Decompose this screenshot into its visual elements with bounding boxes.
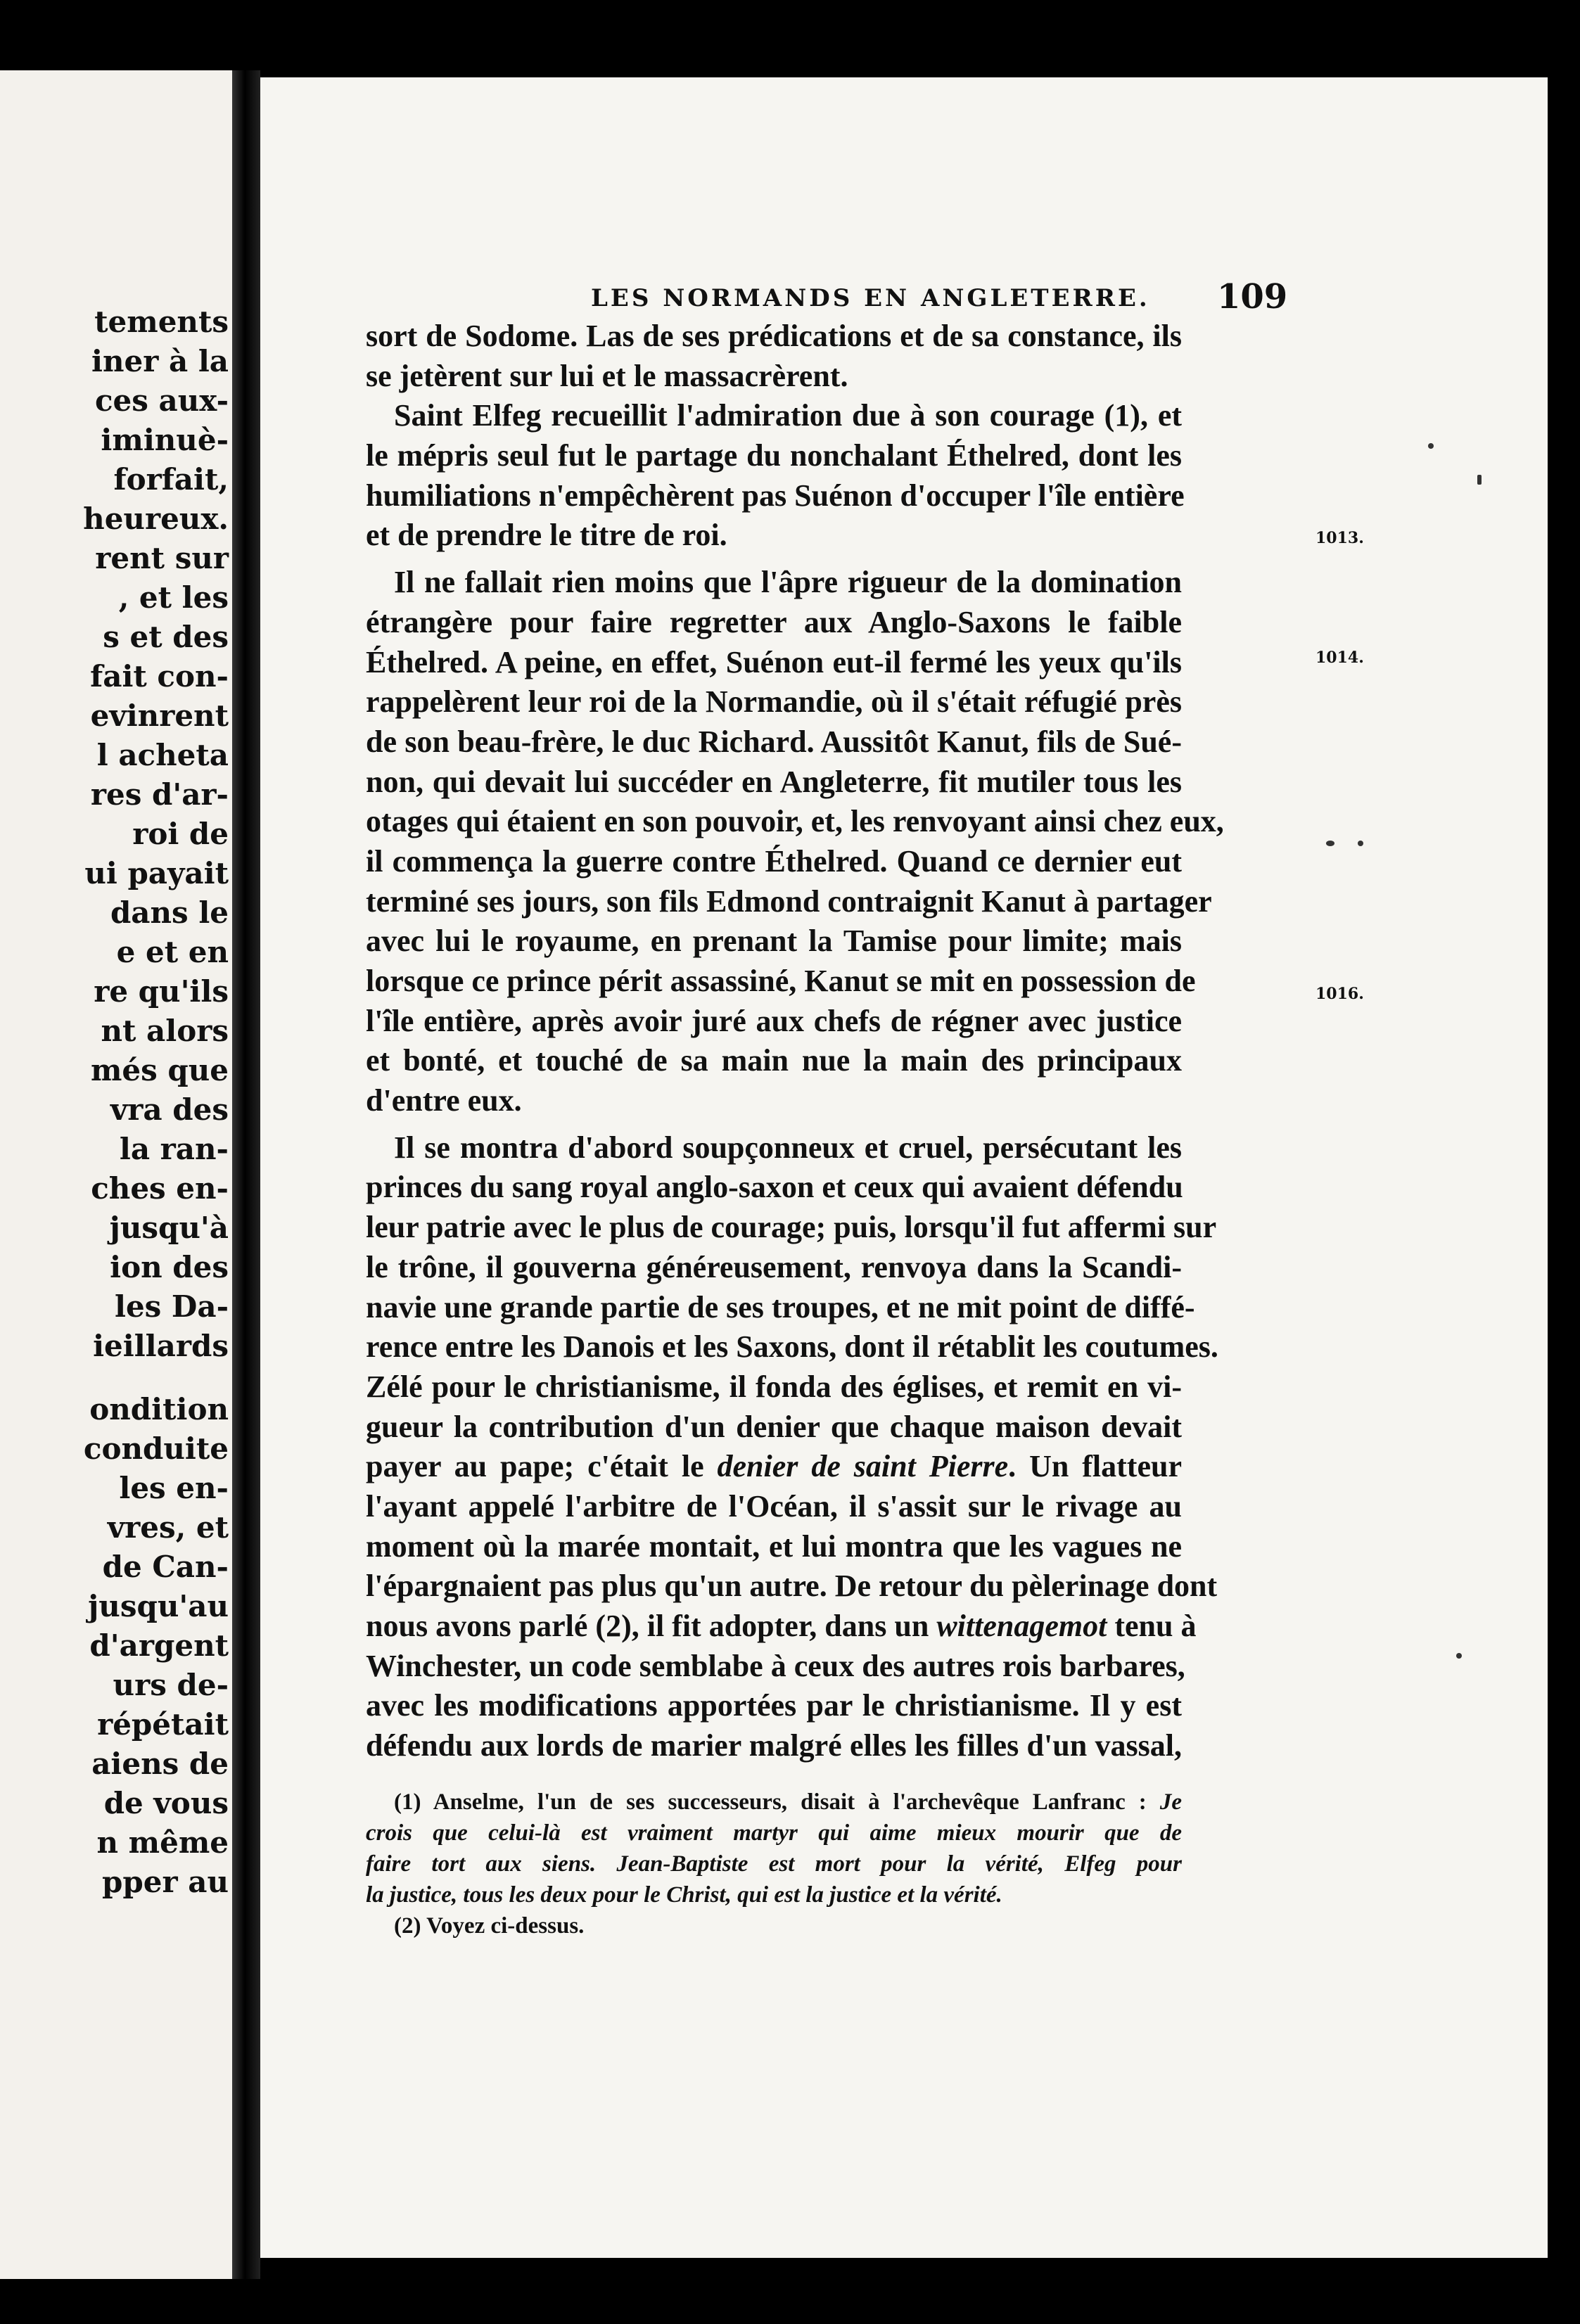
text-line: avec les modifications apportées par le christianisme. Il y est	[366, 1688, 1182, 1723]
footnotes	[366, 1787, 1182, 1941]
previous-page-line: de vous	[103, 1786, 229, 1820]
footnote-line	[366, 1787, 1182, 1818]
previous-page-line: conduite	[83, 1431, 229, 1466]
previous-page-line: vra des	[110, 1092, 229, 1127]
previous-page-line: jusqu'au	[88, 1589, 229, 1623]
previous-page-line: roi de	[132, 817, 229, 851]
text-line: moment où la marée montait, et lui montra que les vagues ne	[366, 1528, 1182, 1564]
previous-page-line: ui payait	[84, 856, 229, 890]
previous-page-line: iner à la	[91, 344, 229, 378]
previous-page-line: més que	[90, 1053, 229, 1087]
text-line: princes du sang royal anglo-saxon et ceux qui avaient défendu	[366, 1170, 1183, 1205]
current-page	[260, 77, 1548, 2258]
previous-page-text	[0, 302, 229, 1902]
text-line: gueur la contribution d'un denier que chaque maison devait	[366, 1409, 1182, 1444]
previous-page-line: répétait	[97, 1707, 229, 1742]
previous-page-line: fait con-	[90, 659, 229, 694]
italic-run: faire tort aux siens. Jean-Baptiste est mort pour la vérité, Elfeg pour	[366, 1851, 1182, 1877]
previous-page-line: ondition	[89, 1392, 229, 1426]
text-line: Winchester, un code semblabe à ceux des autres rois barbares,	[366, 1648, 1185, 1683]
text-line: otages qui étaient en son pouvoir, et, les renvoyant ainsi chez eux,	[366, 804, 1224, 839]
text-line: rappelèrent leur roi de la Normandie, où il s'était réfugié près	[366, 684, 1182, 720]
previous-page-line: ces aux-	[94, 383, 229, 418]
footnote-line: (2) Voyez ci-dessus.	[394, 1913, 585, 1939]
page-number: 109	[1217, 277, 1288, 317]
print-speck	[1477, 475, 1482, 485]
text-run: tenu à	[1107, 1609, 1197, 1643]
previous-page-line: vres, et	[107, 1510, 229, 1545]
text-line: Zélé pour le christianisme, il fonda des églises, et remit en vi-	[366, 1369, 1182, 1404]
previous-page-line: l acheta	[96, 738, 229, 772]
print-speck	[1358, 841, 1363, 846]
previous-page	[0, 70, 232, 2279]
previous-page-line: les en-	[119, 1471, 229, 1505]
text-line: sort de Sodome. Las de ses prédications et de sa constance, ils	[366, 319, 1182, 353]
text-line: Il ne fallait rien moins que l'âpre rigueur de la domination	[394, 565, 1182, 600]
italic-term: Je	[1159, 1789, 1182, 1815]
text-line: l'épargnaient pas plus qu'un autre. De retour du pèlerinage dont	[366, 1569, 1218, 1604]
text-line	[366, 1607, 1197, 1647]
text-run: nous avons parlé (2), il fit adopter, dans un	[366, 1609, 937, 1643]
text-line: Saint Elfeg recueillit l'admiration due à son courage (1), et	[394, 398, 1182, 433]
text-line: le trône, il gouverna généreusement, renvoya dans la Scandi-	[366, 1249, 1182, 1284]
previous-page-line: la ran-	[119, 1132, 229, 1166]
text-line: étrangère pour faire regretter aux Anglo-Saxons le faible	[366, 604, 1182, 639]
previous-page-line: pper au	[102, 1865, 229, 1899]
print-speck	[1326, 841, 1334, 846]
text-line: rence entre les Danois et les Saxons, dont il rétablit les coutumes.	[366, 1329, 1218, 1365]
previous-page-line: les Da-	[114, 1289, 229, 1324]
text-line: humiliations n'empêchèrent pas Suénon d'occuper l'île entière	[366, 478, 1185, 513]
text-line: le mépris seul fut le partage du nonchalant Éthelred, dont les	[366, 438, 1182, 473]
text-line: il commença la guerre contre Éthelred. Quand ce dernier eut	[366, 843, 1182, 879]
text-line: terminé ses jours, son fils Edmond contraignit Kanut à partager	[366, 883, 1212, 919]
previous-page-line: d'argent	[89, 1628, 229, 1663]
print-speck	[1428, 443, 1434, 449]
text-line: l'île entière, après avoir juré aux chefs de régner avec justice	[366, 1003, 1182, 1038]
margin-date: 1013.	[1315, 529, 1364, 547]
text-line: non, qui devait lui succéder en Angleterre, fit mutiler tous les	[366, 764, 1182, 799]
text-run: . Un flatteur	[1008, 1449, 1182, 1484]
footnote-line	[366, 1879, 1182, 1910]
italic-term: denier de saint Pierre	[717, 1449, 1009, 1484]
previous-page-line: ieillards	[93, 1329, 229, 1363]
running-head: LES NORMANDS EN ANGLETERRE.	[591, 284, 1150, 312]
print-speck	[1456, 1653, 1462, 1659]
previous-page-line: urs de-	[113, 1668, 229, 1702]
body-text	[366, 317, 1224, 1766]
text-line: l'ayant appelé l'arbitre de l'Océan, il s'assit sur le rivage au	[366, 1488, 1182, 1524]
previous-page-line: evinrent	[90, 698, 229, 733]
previous-page-line: jusqu'à	[109, 1211, 229, 1245]
footnote-line	[366, 1818, 1182, 1849]
text-line: d'entre eux.	[366, 1083, 522, 1118]
text-line: de son beau-frère, le duc Richard. Aussitôt Kanut, fils de Sué-	[366, 724, 1182, 759]
text-line: leur patrie avec le plus de courage; puis, lorsqu'il fut affermi sur	[366, 1210, 1217, 1245]
previous-page-line: dans le	[110, 895, 229, 930]
margin-date: 1014.	[1315, 649, 1364, 667]
text-line: se jetèrent sur lui et le massacrèrent.	[366, 358, 848, 393]
text-line: avec lui le royaume, en prenant la Tamise pour limite; mais	[366, 924, 1182, 959]
previous-page-line: de Can-	[102, 1550, 229, 1584]
text-run: (1) Anselme, l'un de ses successeurs, disait à l'archevêque Lanfranc :	[394, 1789, 1160, 1815]
page-gutter	[232, 70, 260, 2279]
previous-page-line: heureux.	[83, 502, 229, 536]
previous-page-line: ion des	[110, 1250, 229, 1284]
italic-run: crois que celui-là est vraiment martyr qui aime mieux mourir que de	[366, 1820, 1182, 1846]
text-line: Il se montra d'abord soupçonneux et cruel, persécutant les	[394, 1130, 1182, 1165]
previous-page-line: e et en	[116, 935, 229, 969]
footnote-line	[366, 1849, 1182, 1879]
previous-page-line: s et des	[103, 620, 229, 654]
text-line: et bonté, et touché de sa main nue la main des principaux	[366, 1043, 1182, 1078]
text-line: Éthelred. A peine, en effet, Suénon eut-il fermé les yeux qu'ils	[366, 644, 1182, 679]
margin-date: 1016.	[1315, 985, 1364, 1003]
text-run: payer au pape; c'était le	[366, 1449, 718, 1484]
previous-page-line: forfait,	[113, 462, 229, 497]
text-line	[366, 1447, 1182, 1487]
previous-page-line: re qu'ils	[94, 974, 229, 1009]
previous-page-line: res d'ar-	[90, 777, 229, 812]
text-line: défendu aux lords de marier malgré elles les filles d'un vassal,	[366, 1728, 1182, 1763]
text-line: lorsque ce prince périt assassiné, Kanut se mit en possession de	[366, 964, 1196, 998]
previous-page-line: nt alors	[101, 1014, 229, 1048]
text-line: navie une grande partie de ses troupes, et ne mit point de diffé-	[366, 1289, 1195, 1324]
previous-page-line: , et les	[118, 580, 229, 615]
previous-page-line: tements	[94, 305, 229, 339]
previous-page-line: ches en-	[91, 1171, 229, 1206]
previous-page-line: n même	[96, 1825, 229, 1860]
previous-page-line: rent sur	[95, 541, 229, 575]
previous-page-line: iminuè-	[101, 423, 229, 457]
text-line: et de prendre le titre de roi.	[366, 518, 727, 553]
italic-run: la justice, tous les deux pour le Christ, qui est la justice et la vérité.	[366, 1882, 1002, 1908]
italic-term: wittenagemot	[936, 1609, 1107, 1643]
previous-page-line: aiens de	[91, 1747, 229, 1781]
